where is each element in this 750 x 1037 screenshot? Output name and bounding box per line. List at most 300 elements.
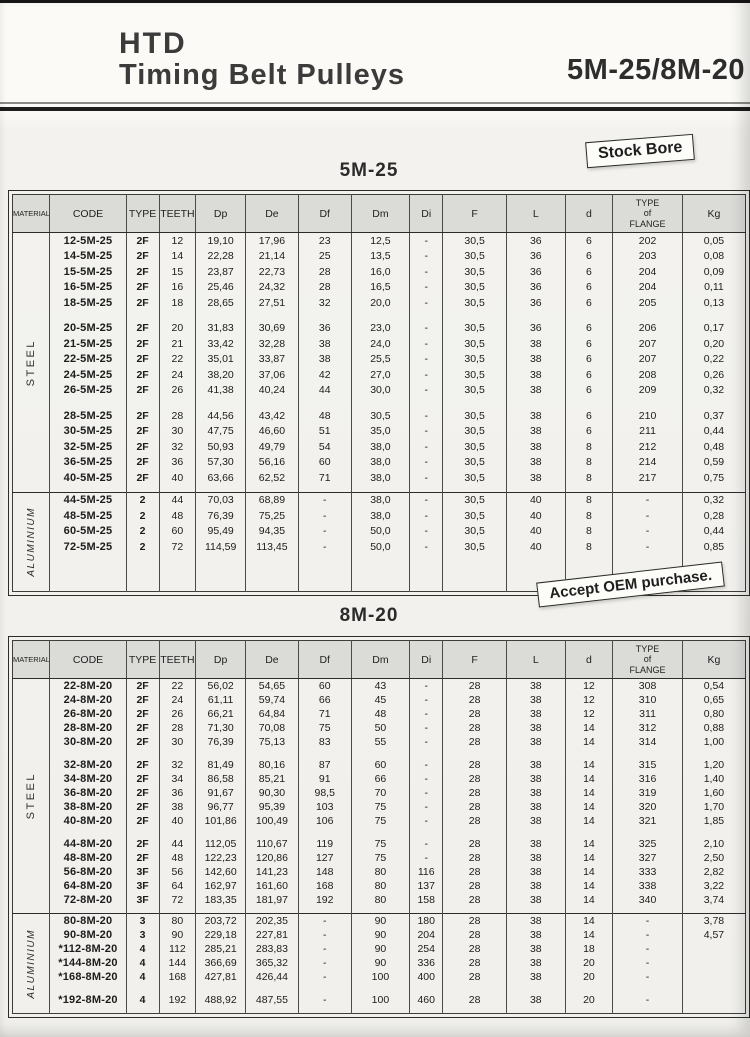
- material-label: ALUMINIUM: [25, 928, 37, 999]
- empty-cell: [351, 555, 410, 592]
- cell-l: 38: [506, 837, 565, 851]
- cell-de: 46,60: [246, 424, 299, 440]
- empty-cell: [298, 828, 351, 837]
- cell-f: 28: [443, 707, 507, 721]
- col-header-de: De: [246, 195, 299, 233]
- empty-cell: [126, 828, 159, 837]
- empty-cell: [565, 984, 613, 993]
- cell-d: 14: [565, 735, 613, 749]
- cell-teeth: 36: [159, 455, 196, 471]
- cell-dp: 38,20: [196, 367, 246, 383]
- cell-df: 48: [298, 408, 351, 424]
- empty-cell: [196, 311, 246, 321]
- cell-df: 87: [298, 758, 351, 772]
- cell-l: 38: [506, 786, 565, 800]
- cell-flange: 214: [613, 455, 683, 471]
- cell-df: 32: [298, 295, 351, 311]
- cell-de: 70,08: [246, 721, 299, 735]
- cell-code: 18-5M-25: [50, 295, 126, 311]
- cell-dm: 20,0: [351, 295, 410, 311]
- cell-kg: 0,28: [682, 508, 745, 524]
- cell-flange: 311: [613, 707, 683, 721]
- cell-flange: -: [613, 524, 683, 540]
- cell-teeth: 44: [159, 492, 196, 508]
- cell-di: -: [410, 772, 443, 786]
- cell-dm: 23,0: [351, 321, 410, 337]
- cell-de: 75,13: [246, 735, 299, 749]
- cell-dp: 91,67: [196, 786, 246, 800]
- cell-l: 38: [506, 439, 565, 455]
- cell-de: 56,16: [246, 455, 299, 471]
- cell-kg: 0,17: [682, 321, 745, 337]
- section-title-5m-25: 5M-25: [339, 160, 399, 181]
- cell-df: 168: [298, 879, 351, 893]
- empty-cell: [443, 311, 507, 321]
- cell-code: 34-8M-20: [50, 772, 126, 786]
- cell-di: -: [410, 249, 443, 265]
- empty-cell: [613, 749, 683, 758]
- table-row: [13, 492, 746, 508]
- cell-dp: 488,92: [196, 993, 246, 1007]
- cell-df: 38: [298, 352, 351, 368]
- cell-f: 30,5: [443, 424, 507, 440]
- cell-flange: 209: [613, 383, 683, 399]
- cell-l: 38: [506, 721, 565, 735]
- cell-d: 14: [565, 879, 613, 893]
- cell-f: 30,5: [443, 321, 507, 337]
- cell-di: -: [410, 367, 443, 383]
- cell-d: 6: [565, 424, 613, 440]
- empty-cell: [126, 749, 159, 758]
- cell-f: 28: [443, 956, 507, 970]
- table-row: [13, 470, 746, 486]
- empty-cell: [410, 398, 443, 408]
- cell-dp: 31,83: [196, 321, 246, 337]
- empty-cell: [682, 311, 745, 321]
- cell-type: 2: [126, 492, 159, 508]
- cell-f: 30,5: [443, 470, 507, 486]
- table-row: [13, 367, 746, 383]
- cell-de: 62,52: [246, 470, 299, 486]
- cell-code: 36-8M-20: [50, 786, 126, 800]
- cell-teeth: 24: [159, 367, 196, 383]
- empty-cell: [351, 1007, 410, 1014]
- cell-dp: 76,39: [196, 735, 246, 749]
- empty-cell: [443, 1007, 507, 1014]
- cell-de: 21,14: [246, 249, 299, 265]
- cell-de: 110,67: [246, 837, 299, 851]
- cell-df: 54: [298, 439, 351, 455]
- cell-de: 85,21: [246, 772, 299, 786]
- spacer-row: [13, 828, 746, 837]
- cell-d: 6: [565, 264, 613, 280]
- cell-flange: 208: [613, 367, 683, 383]
- cell-de: 59,74: [246, 693, 299, 707]
- cell-f: 28: [443, 865, 507, 879]
- empty-cell: [298, 555, 351, 592]
- cell-df: 23: [298, 233, 351, 249]
- cell-di: 460: [410, 993, 443, 1007]
- cell-dp: 96,77: [196, 800, 246, 814]
- cell-di: 254: [410, 942, 443, 956]
- cell-l: 36: [506, 321, 565, 337]
- col-header-l: L: [506, 195, 565, 233]
- cell-f: 30,5: [443, 295, 507, 311]
- cell-l: 38: [506, 772, 565, 786]
- cell-df: 103: [298, 800, 351, 814]
- cell-di: -: [410, 693, 443, 707]
- cell-df: 25: [298, 249, 351, 265]
- cell-kg: 4,57: [682, 928, 745, 942]
- empty-cell: [196, 398, 246, 408]
- cell-dm: 90: [351, 928, 410, 942]
- empty-cell: [50, 749, 126, 758]
- cell-d: 14: [565, 928, 613, 942]
- cell-df: 91: [298, 772, 351, 786]
- table-row: [13, 879, 746, 893]
- cell-d: 6: [565, 352, 613, 368]
- table-row: [13, 352, 746, 368]
- cell-l: 38: [506, 367, 565, 383]
- cell-dm: 50,0: [351, 539, 410, 555]
- cell-l: 38: [506, 879, 565, 893]
- cell-code: 72-8M-20: [50, 893, 126, 907]
- cell-teeth: 28: [159, 721, 196, 735]
- cell-code: 30-5M-25: [50, 424, 126, 440]
- cell-f: 28: [443, 721, 507, 735]
- empty-cell: [506, 311, 565, 321]
- cell-dm: 27,0: [351, 367, 410, 383]
- col-header-df: Df: [298, 641, 351, 679]
- cell-flange: 308: [613, 679, 683, 694]
- cell-d: 14: [565, 851, 613, 865]
- cell-l: 36: [506, 249, 565, 265]
- cell-de: 27,51: [246, 295, 299, 311]
- cell-type: 2F: [126, 264, 159, 280]
- cell-df: 28: [298, 264, 351, 280]
- cell-kg: 0,88: [682, 721, 745, 735]
- cell-df: 192: [298, 893, 351, 907]
- cell-dp: 114,59: [196, 539, 246, 555]
- cell-flange: 205: [613, 295, 683, 311]
- empty-cell: [196, 828, 246, 837]
- pulley-table: [12, 194, 746, 592]
- empty-cell: [443, 828, 507, 837]
- cell-dm: 13,5: [351, 249, 410, 265]
- col-header-dp: Dp: [196, 195, 246, 233]
- cell-dp: 86,58: [196, 772, 246, 786]
- cell-d: 20: [565, 970, 613, 984]
- cell-f: 30,5: [443, 539, 507, 555]
- cell-d: 14: [565, 837, 613, 851]
- cell-f: 28: [443, 679, 507, 694]
- cell-de: 100,49: [246, 814, 299, 828]
- cell-de: 113,45: [246, 539, 299, 555]
- empty-cell: [246, 1007, 299, 1014]
- cell-kg: 2,10: [682, 837, 745, 851]
- cell-di: -: [410, 295, 443, 311]
- material-label: STEEL: [25, 772, 38, 820]
- cell-l: 36: [506, 233, 565, 249]
- empty-cell: [682, 984, 745, 993]
- section-title-8m-20: 8M-20: [339, 605, 399, 626]
- cell-kg: 0,65: [682, 693, 745, 707]
- cell-dm: 12,5: [351, 233, 410, 249]
- cell-f: 28: [443, 772, 507, 786]
- cell-de: 43,42: [246, 408, 299, 424]
- cell-dp: 183,35: [196, 893, 246, 907]
- cell-dm: 60: [351, 758, 410, 772]
- cell-dm: 25,5: [351, 352, 410, 368]
- cell-kg: 0,44: [682, 524, 745, 540]
- table-row: [13, 233, 746, 249]
- cell-di: -: [410, 408, 443, 424]
- filler-row: [13, 1007, 746, 1014]
- cell-teeth: 72: [159, 539, 196, 555]
- cell-kg: 1,00: [682, 735, 745, 749]
- cell-code: 56-8M-20: [50, 865, 126, 879]
- brand-line1: HTD: [119, 27, 187, 60]
- table-row: [13, 914, 746, 929]
- empty-cell: [50, 828, 126, 837]
- empty-cell: [126, 1007, 159, 1014]
- cell-flange: 207: [613, 336, 683, 352]
- cell-de: 30,69: [246, 321, 299, 337]
- cell-kg: 0,59: [682, 455, 745, 471]
- cell-kg: 0,54: [682, 679, 745, 694]
- cell-d: 6: [565, 367, 613, 383]
- cell-kg: 1,40: [682, 772, 745, 786]
- cell-d: 14: [565, 814, 613, 828]
- empty-cell: [159, 311, 196, 321]
- col-header-f: F: [443, 195, 507, 233]
- table-row: [13, 758, 746, 772]
- col-header-kg: Kg: [682, 641, 745, 679]
- cell-de: 17,96: [246, 233, 299, 249]
- cell-type: 2F: [126, 383, 159, 399]
- cell-dm: 90: [351, 914, 410, 929]
- cell-dm: 80: [351, 879, 410, 893]
- cell-dm: 50: [351, 721, 410, 735]
- cell-f: 30,5: [443, 408, 507, 424]
- cell-f: 30,5: [443, 492, 507, 508]
- spacer-row: [13, 311, 746, 321]
- page-top-rule: [0, 0, 750, 3]
- cell-l: 38: [506, 336, 565, 352]
- empty-cell: [50, 555, 126, 592]
- col-header-kg: Kg: [682, 195, 745, 233]
- cell-l: 40: [506, 524, 565, 540]
- cell-dp: 41,38: [196, 383, 246, 399]
- cell-flange: 202: [613, 233, 683, 249]
- cell-type: 2F: [126, 439, 159, 455]
- cell-de: 40,24: [246, 383, 299, 399]
- cell-code: 30-8M-20: [50, 735, 126, 749]
- cell-d: 18: [565, 942, 613, 956]
- cell-teeth: 34: [159, 772, 196, 786]
- col-header-flange: TYPE of FLANGE: [613, 641, 683, 679]
- cell-code: 26-5M-25: [50, 383, 126, 399]
- empty-cell: [565, 828, 613, 837]
- cell-type: 2: [126, 524, 159, 540]
- material-cell: [13, 914, 50, 1014]
- empty-cell: [443, 749, 507, 758]
- cell-dp: 101,86: [196, 814, 246, 828]
- cell-de: 161,60: [246, 879, 299, 893]
- cell-d: 20: [565, 993, 613, 1007]
- cell-df: 83: [298, 735, 351, 749]
- cell-dp: 25,46: [196, 280, 246, 296]
- cell-f: 28: [443, 837, 507, 851]
- cell-de: 22,73: [246, 264, 299, 280]
- cell-dm: 55: [351, 735, 410, 749]
- cell-dp: 23,87: [196, 264, 246, 280]
- cell-di: -: [410, 758, 443, 772]
- cell-d: 14: [565, 865, 613, 879]
- cell-l: 36: [506, 280, 565, 296]
- cell-code: 40-5M-25: [50, 470, 126, 486]
- cell-teeth: 144: [159, 956, 196, 970]
- cell-flange: 204: [613, 264, 683, 280]
- cell-code: 15-5M-25: [50, 264, 126, 280]
- table-row: [13, 336, 746, 352]
- table-row: [13, 721, 746, 735]
- cell-f: 30,5: [443, 508, 507, 524]
- cell-di: -: [410, 321, 443, 337]
- col-header-material: MATERIAL: [13, 641, 50, 679]
- material-label: STEEL: [25, 338, 38, 386]
- cell-f: 30,5: [443, 455, 507, 471]
- cell-f: 30,5: [443, 336, 507, 352]
- cell-l: 38: [506, 470, 565, 486]
- col-header-l: L: [506, 641, 565, 679]
- header-rule-thick: [0, 107, 750, 111]
- cell-f: 28: [443, 879, 507, 893]
- cell-flange: -: [613, 539, 683, 555]
- table-row: [13, 814, 746, 828]
- cell-de: 32,28: [246, 336, 299, 352]
- cell-type: 2F: [126, 352, 159, 368]
- cell-di: 400: [410, 970, 443, 984]
- cell-di: -: [410, 439, 443, 455]
- cell-df: 51: [298, 424, 351, 440]
- empty-cell: [298, 1007, 351, 1014]
- cell-type: 4: [126, 970, 159, 984]
- cell-dp: 44,56: [196, 408, 246, 424]
- col-header-di: Di: [410, 195, 443, 233]
- cell-code: 48-5M-25: [50, 508, 126, 524]
- cell-type: 3: [126, 928, 159, 942]
- cell-flange: 319: [613, 786, 683, 800]
- cell-f: 28: [443, 893, 507, 907]
- cell-d: 14: [565, 914, 613, 929]
- cell-di: -: [410, 383, 443, 399]
- cell-flange: 207: [613, 352, 683, 368]
- cell-type: 2F: [126, 367, 159, 383]
- cell-dm: 45: [351, 693, 410, 707]
- cell-type: 2F: [126, 851, 159, 865]
- cell-f: 30,5: [443, 249, 507, 265]
- cell-df: 28: [298, 280, 351, 296]
- table-row: [13, 679, 746, 694]
- empty-cell: [246, 984, 299, 993]
- cell-kg: 1,60: [682, 786, 745, 800]
- cell-di: -: [410, 280, 443, 296]
- cell-de: 487,55: [246, 993, 299, 1007]
- cell-code: 14-5M-25: [50, 249, 126, 265]
- cell-dm: 35,0: [351, 424, 410, 440]
- cell-type: 2F: [126, 470, 159, 486]
- cell-kg: 0,11: [682, 280, 745, 296]
- cell-dm: 16,0: [351, 264, 410, 280]
- col-header-flange: TYPE of FLANGE: [613, 195, 683, 233]
- cell-type: 4: [126, 993, 159, 1007]
- cell-df: 148: [298, 865, 351, 879]
- empty-cell: [506, 749, 565, 758]
- cell-teeth: 20: [159, 321, 196, 337]
- cell-l: 38: [506, 914, 565, 929]
- table-row: [13, 295, 746, 311]
- cell-code: 44-5M-25: [50, 492, 126, 508]
- cell-di: -: [410, 721, 443, 735]
- header-row: [13, 195, 746, 233]
- cell-di: -: [410, 264, 443, 280]
- cell-kg: 1,20: [682, 758, 745, 772]
- empty-cell: [126, 555, 159, 592]
- table-row: [13, 439, 746, 455]
- cell-l: 38: [506, 679, 565, 694]
- cell-dp: 71,30: [196, 721, 246, 735]
- cell-f: 28: [443, 851, 507, 865]
- cell-code: *192-8M-20: [50, 993, 126, 1007]
- cell-dp: 229,18: [196, 928, 246, 942]
- cell-flange: 315: [613, 758, 683, 772]
- empty-cell: [126, 398, 159, 408]
- cell-dp: 50,93: [196, 439, 246, 455]
- cell-flange: 320: [613, 800, 683, 814]
- cell-teeth: 168: [159, 970, 196, 984]
- cell-flange: 338: [613, 879, 683, 893]
- cell-df: 98,5: [298, 786, 351, 800]
- cell-df: 66: [298, 693, 351, 707]
- empty-cell: [613, 311, 683, 321]
- cell-kg: 0,37: [682, 408, 745, 424]
- empty-cell: [565, 749, 613, 758]
- cell-teeth: 64: [159, 879, 196, 893]
- cell-f: 30,5: [443, 264, 507, 280]
- cell-flange: 312: [613, 721, 683, 735]
- empty-cell: [613, 398, 683, 408]
- cell-de: 75,25: [246, 508, 299, 524]
- cell-teeth: 60: [159, 524, 196, 540]
- table-row: [13, 693, 746, 707]
- cell-de: 33,87: [246, 352, 299, 368]
- cell-type: 3F: [126, 879, 159, 893]
- empty-cell: [443, 398, 507, 408]
- cell-code: 32-5M-25: [50, 439, 126, 455]
- cell-kg: 0,80: [682, 707, 745, 721]
- cell-kg: [682, 970, 745, 984]
- cell-teeth: 40: [159, 470, 196, 486]
- cell-dm: 100: [351, 970, 410, 984]
- cell-teeth: 48: [159, 851, 196, 865]
- brand-line2: Timing Belt Pulleys: [119, 59, 405, 91]
- cell-l: 38: [506, 851, 565, 865]
- cell-flange: 325: [613, 837, 683, 851]
- cell-df: 106: [298, 814, 351, 828]
- cell-di: 204: [410, 928, 443, 942]
- cell-kg: 3,78: [682, 914, 745, 929]
